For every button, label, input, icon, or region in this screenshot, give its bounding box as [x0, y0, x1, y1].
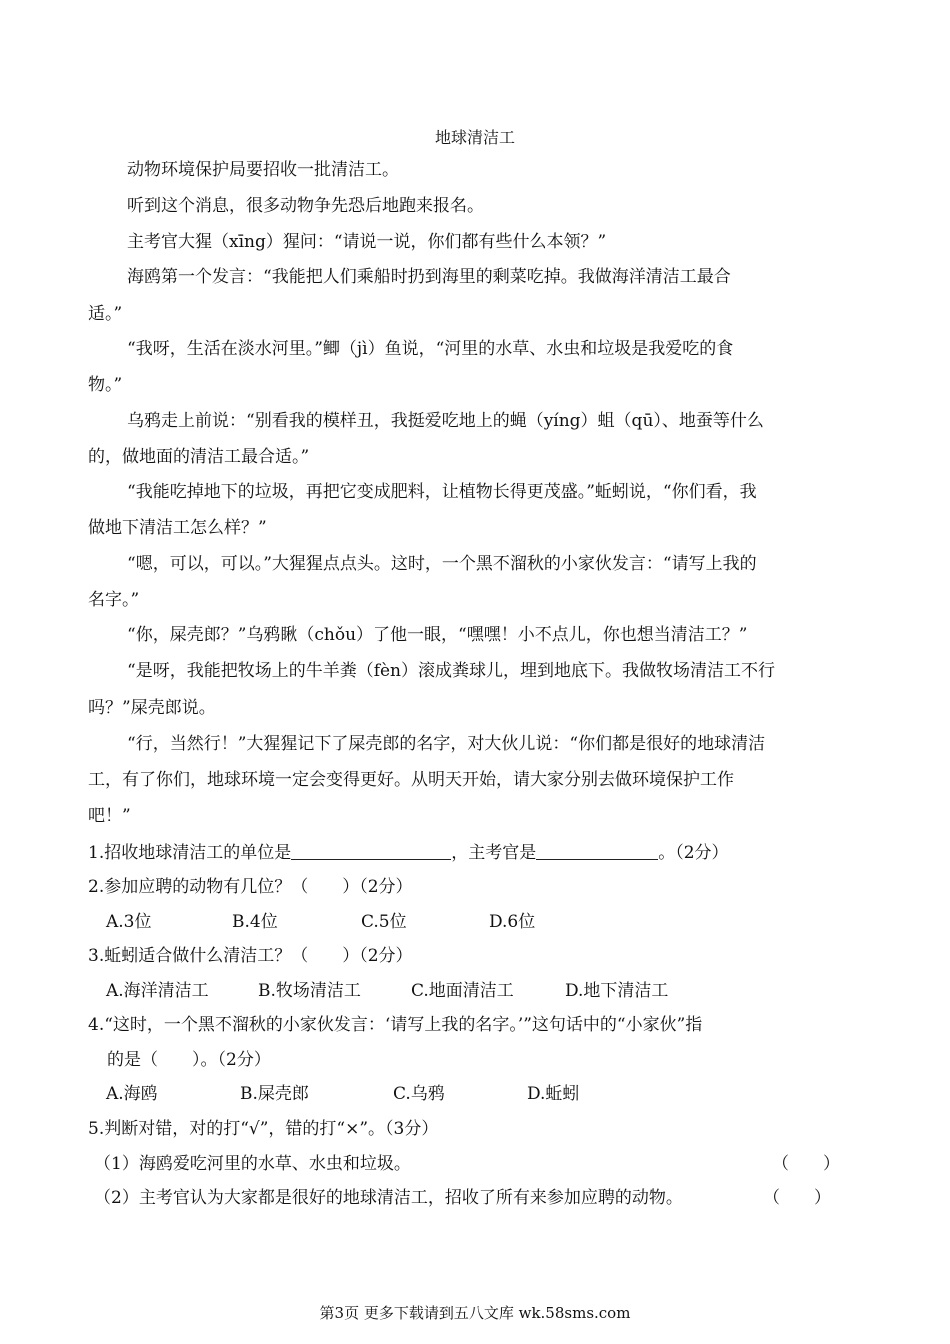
q3-option-d[interactable]: D.地下清洁工: [565, 981, 669, 1001]
q2-option-c[interactable]: C.5位: [361, 912, 407, 932]
q5-item-2-answer[interactable]: （ ）: [763, 1188, 831, 1208]
q2-option-a[interactable]: A.3位: [106, 912, 152, 932]
story-line-11c: 吧！”: [88, 806, 131, 826]
story-line-5a: “我呀，生活在淡水河里。”鲫（jì）鱼说，“河里的水草、水虫和垃圾是我爱吃的食: [127, 339, 734, 359]
q5-item-1-text: （1）海鸥爱吃河里的水草、水虫和垃圾。: [94, 1154, 411, 1174]
question-1-text-c: 。（2分）: [658, 843, 729, 863]
story-line-2: 听到这个消息，很多动物争先恐后地跑来报名。: [127, 196, 484, 216]
q2-option-d[interactable]: D.6位: [489, 912, 536, 932]
story-line-10b: 吗？”屎壳郎说。: [88, 698, 216, 718]
story-line-8a: “嗯，可以，可以。”大猩猩点点头。这时，一个黑不溜秋的小家伙发言：“请写上我的: [127, 554, 757, 574]
story-line-5b: 物。”: [88, 375, 123, 395]
question-1: [88, 841, 729, 865]
story-line-11a: “行，当然行！”大猩猩记下了屎壳郎的名字，对大伙儿说：“你们都是很好的地球清洁: [127, 734, 766, 754]
q5-item-1-answer[interactable]: （ ）: [772, 1154, 840, 1174]
q4-option-a[interactable]: A.海鸥: [106, 1084, 158, 1104]
q2-option-b[interactable]: B.4位: [232, 912, 278, 932]
q4-option-b[interactable]: B.屎壳郎: [240, 1084, 309, 1104]
story-line-3: 主考官大猩（xīng）猩问：“请说一说，你们都有些什么本领？”: [127, 232, 607, 252]
question-4-line-a: 4.“这时，一个黑不溜秋的小家伙发言：‘请写上我的名字。’”这句话中的“小家伙”指: [88, 1015, 703, 1035]
story-line-11b: 工，有了你们，地球环境一定会变得更好。从明天开始，请大家分别去做环境保护工作: [88, 770, 734, 790]
document-title: 地球清洁工: [434, 128, 515, 147]
story-line-9: “你，屎壳郎？”乌鸦瞅（chǒu）了他一眼，“嘿嘿！小不点儿，你也想当清洁工？”: [127, 625, 748, 645]
story-line-6a: 乌鸦走上前说：“别看我的模样丑，我挺爱吃地上的蝇（yíng）蛆（qū）、地蚕等什么: [127, 411, 764, 431]
question-4-line-b: 的是（ ）。（2分）: [107, 1050, 271, 1070]
answer-blank-examiner[interactable]: [536, 843, 658, 860]
q4-option-c[interactable]: C.乌鸦: [393, 1084, 445, 1104]
q3-option-a[interactable]: A.海洋清洁工: [106, 981, 209, 1001]
question-1-text-b: ，主考官是: [451, 843, 537, 863]
question-2: 2.参加应聘的动物有几位？（ ）（2分）: [88, 877, 413, 897]
story-line-4b: 适。”: [88, 304, 123, 324]
story-line-8b: 名字。”: [88, 590, 140, 610]
story-line-4a: 海鸥第一个发言：“我能把人们乘船时扔到海里的剩菜吃掉。我做海洋清洁工最合: [127, 267, 731, 287]
story-line-7b: 做地下清洁工怎么样？”: [88, 518, 267, 538]
story-line-1: 动物环境保护局要招收一批清洁工。: [127, 160, 399, 180]
question-5: 5.判断对错，对的打“√”，错的打“×”。（3分）: [88, 1119, 439, 1139]
q4-option-d[interactable]: D.蚯蚓: [527, 1084, 580, 1104]
question-3: 3.蚯蚓适合做什么清洁工？（ ）（2分）: [88, 946, 413, 966]
answer-blank-unit[interactable]: [291, 843, 451, 860]
page-footer: 第3页 更多下载请到五八文库 wk.58sms.com: [319, 1304, 631, 1322]
story-line-10a: “是呀，我能把牧场上的牛羊粪（fèn）滚成粪球儿，埋到地底下。我做牧场清洁工不行: [127, 661, 775, 681]
story-line-7a: “我能吃掉地下的垃圾，再把它变成肥料，让植物长得更茂盛。”蚯蚓说，“你们看，我: [127, 482, 757, 502]
story-line-6b: 的，做地面的清洁工最合适。”: [88, 447, 310, 467]
question-1-text-a: 1.招收地球清洁工的单位是: [88, 843, 292, 863]
q3-option-c[interactable]: C.地面清洁工: [411, 981, 514, 1001]
q5-item-2-text: （2）主考官认为大家都是很好的地球清洁工，招收了所有来参加应聘的动物。: [94, 1188, 683, 1208]
q3-option-b[interactable]: B.牧场清洁工: [258, 981, 361, 1001]
